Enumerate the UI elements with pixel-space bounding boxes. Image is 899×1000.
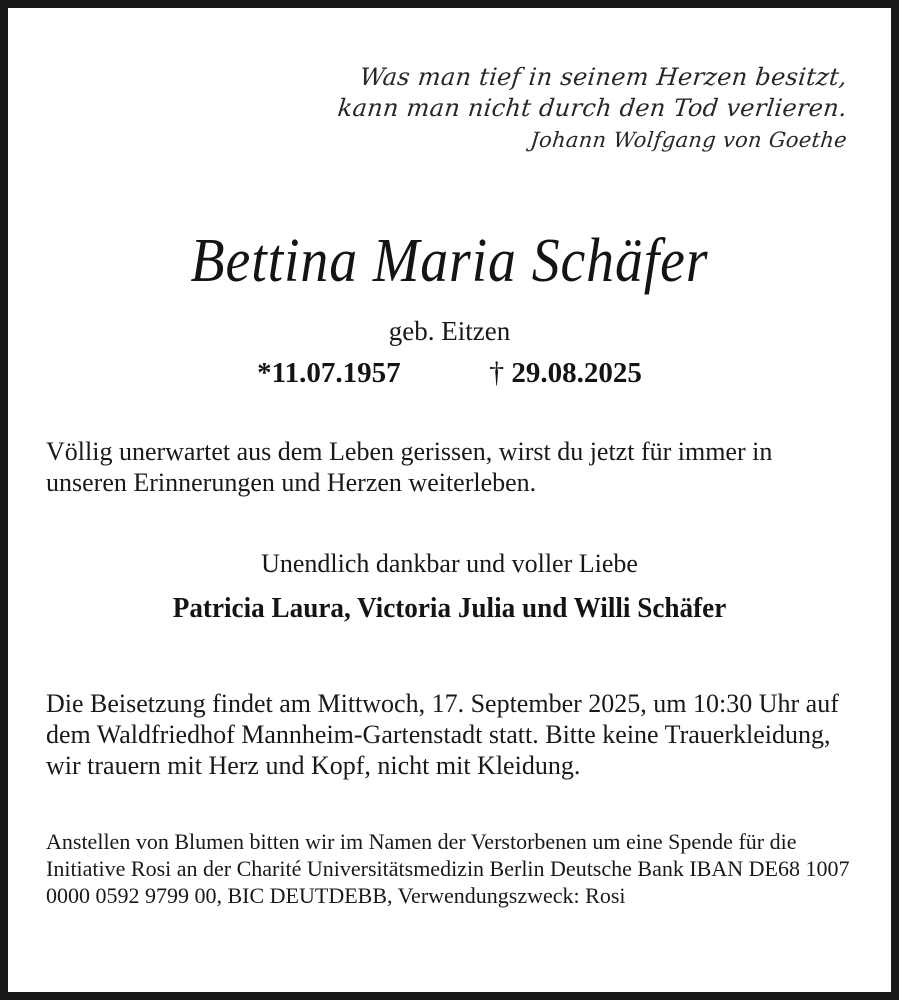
birth-symbol: * — [257, 357, 272, 389]
birth-date: 11.07.1957 — [271, 357, 401, 389]
funeral-details: Die Beisetzung findet am Mittwoch, 17. September 2025, um 10:30 Uhr auf dem Waldfriedhof Mannheim-Gartenstadt statt. Bitte keine Trauerkleidung, wir trauern mit Herz und Kopf, nicht mit Kleidung. — [46, 689, 839, 780]
quote-line-1: Was man tief in seinem Herzen besitzt, — [358, 63, 849, 91]
obituary-page — [8, 8, 891, 992]
life-dates — [8, 355, 891, 391]
deceased-name: Bettina Maria Schäfer — [190, 227, 709, 295]
memorial-message: Völlig unerwartet aus dem Leben gerissen, wirst du jetzt für immer in unseren Erinnerungen und Herzen weiterleben. — [46, 437, 773, 497]
death-date: 29.08.2025 — [511, 357, 642, 389]
memorial-quote — [48, 62, 847, 156]
donation-details: Anstellen von Blumen bitten wir im Namen der Verstorbenen um eine Spende für die Initiative Rosi an der Charité Universitätsmedizin Berlin Deutsche Bank IBAN DE68 1007 0000 0592 9799 00, BIC DEUTDEBB, Verwendungszweck: Rosi — [46, 829, 850, 908]
death-cross-icon: † — [489, 356, 505, 389]
quote-author: Johann Wolfgang von Goethe — [529, 128, 849, 152]
family-names: Patricia Laura, Victoria Julia und Willi Schäfer — [172, 593, 727, 624]
maiden-name: geb. Eitzen — [388, 316, 511, 346]
quote-line-2: kann man nicht durch den Tod verlieren. — [336, 94, 849, 122]
thanks-line: Unendlich dankbar und voller Liebe — [261, 549, 638, 578]
